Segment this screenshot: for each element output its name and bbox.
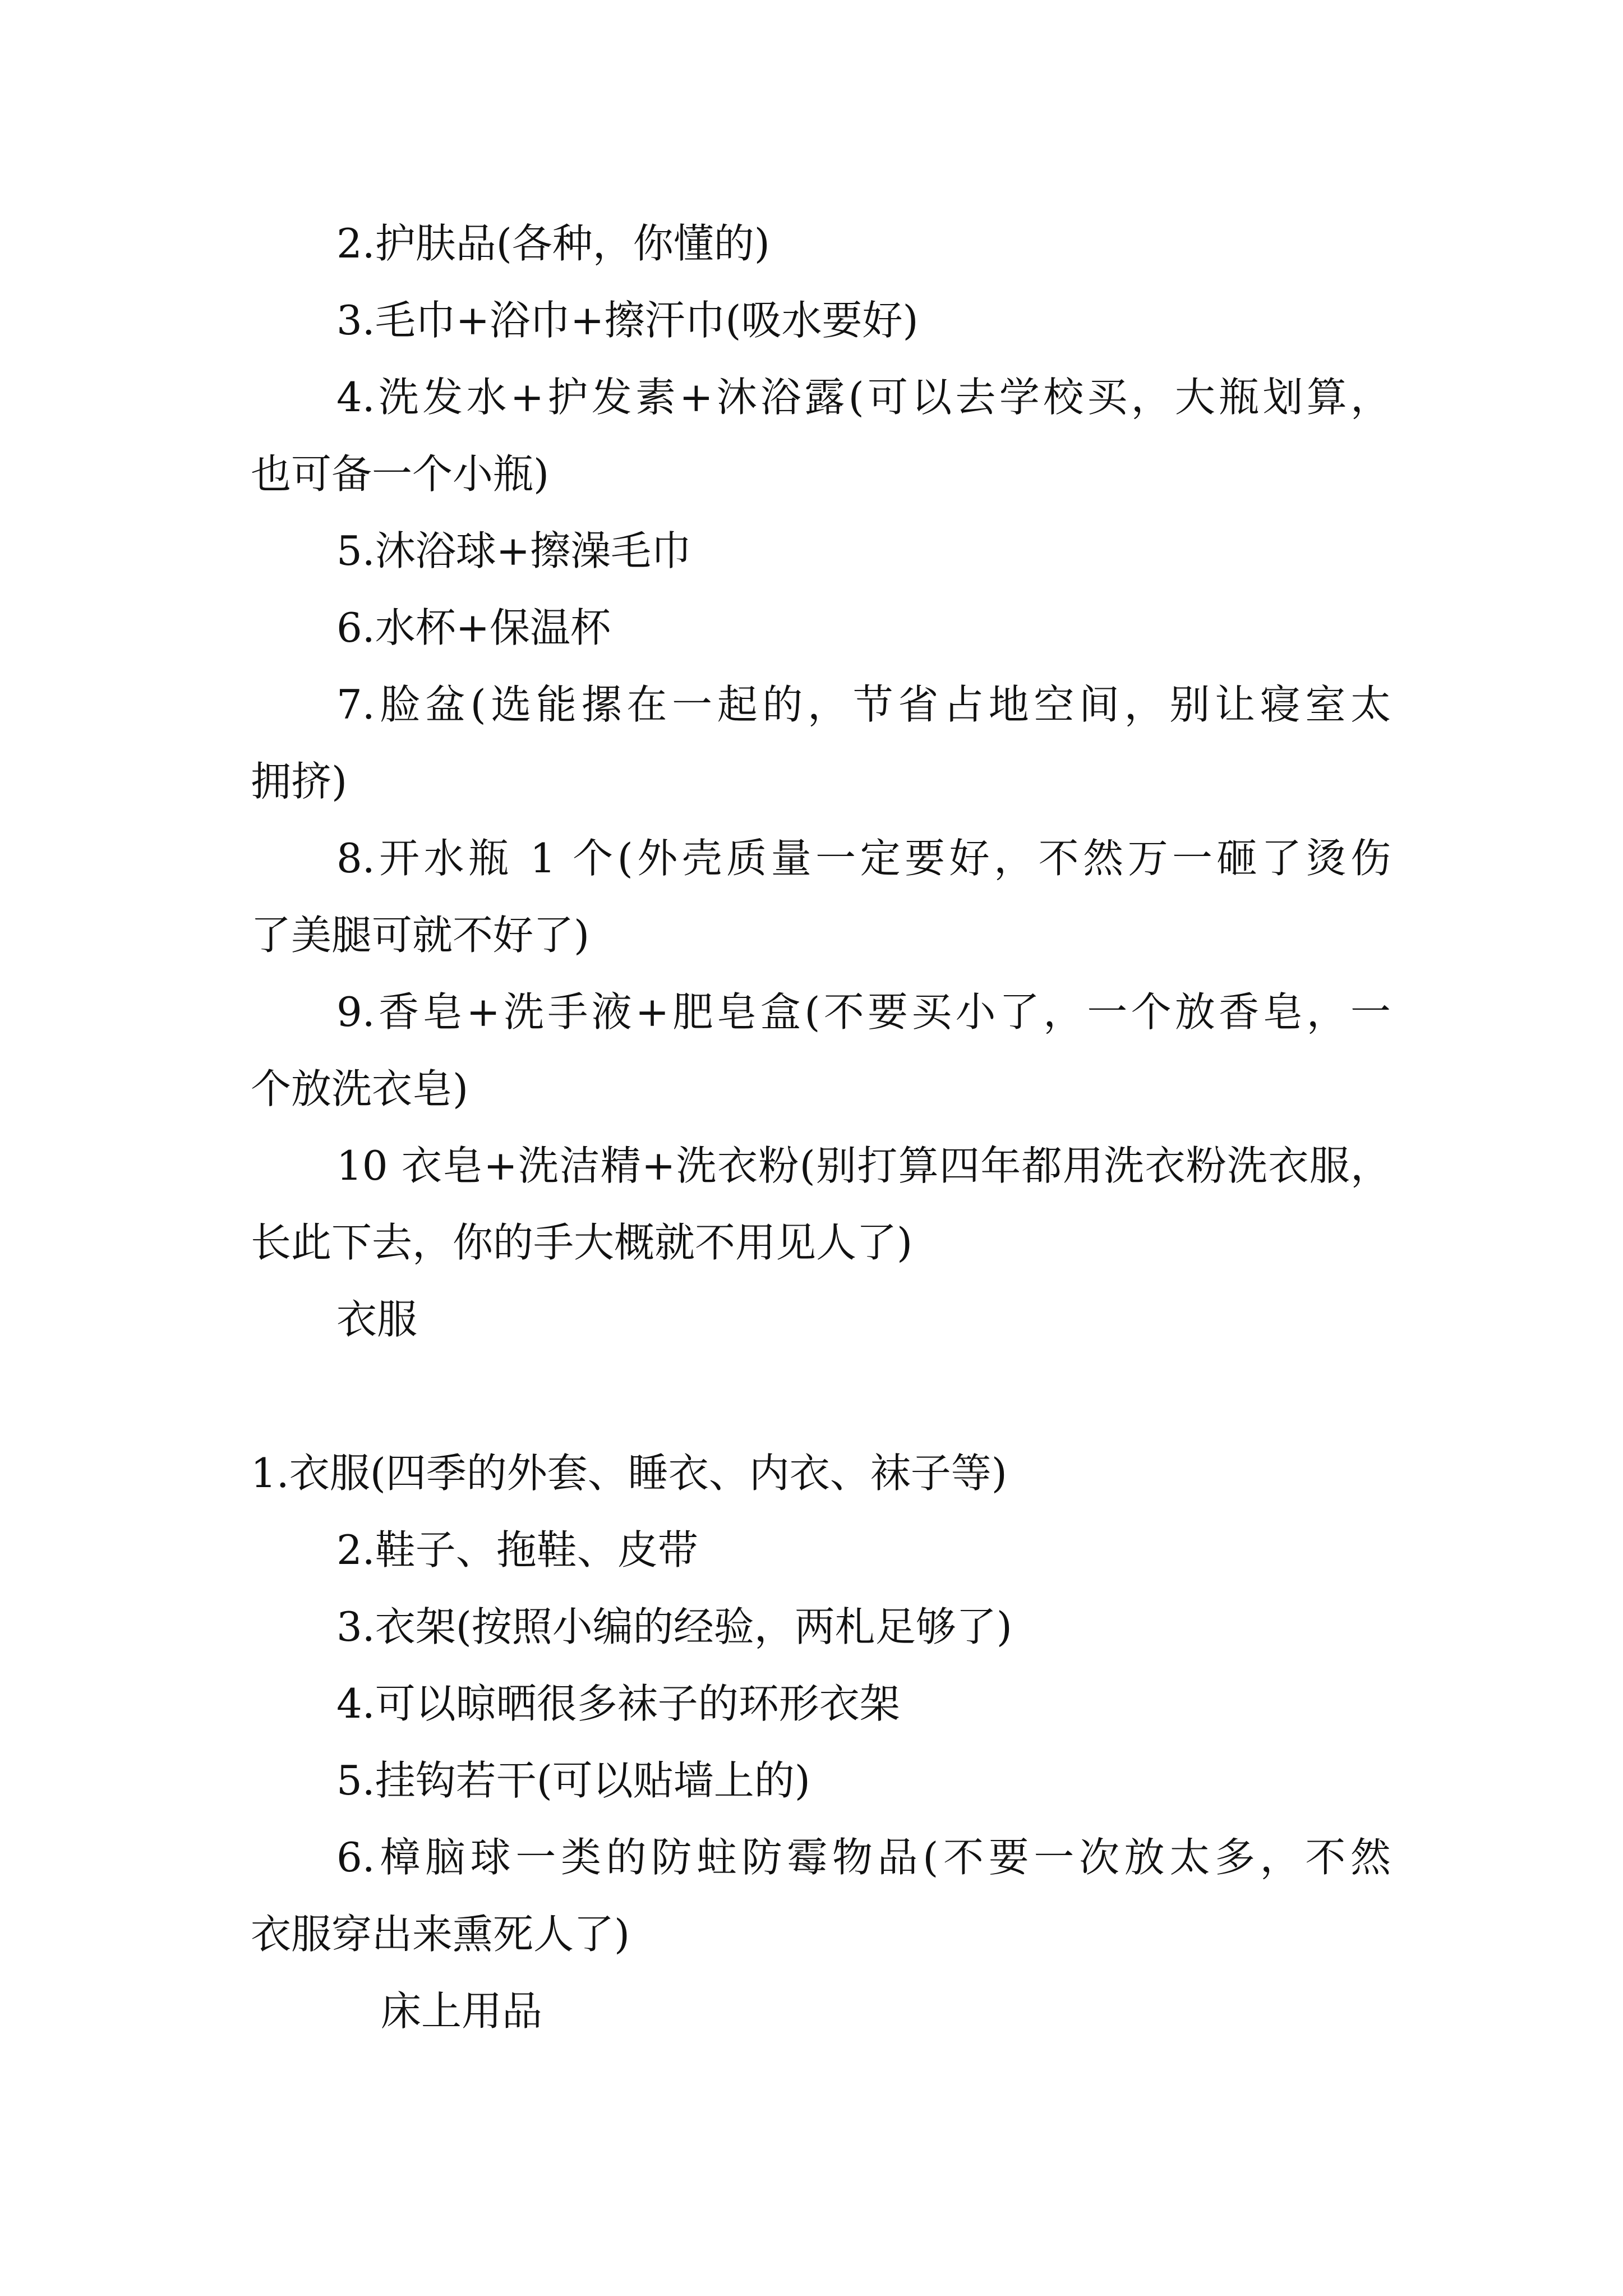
list-item: 5.挂钩若干(可以贴墙上的): [336, 1757, 810, 1804]
list-item-continuation: 也可备一个小瓶): [251, 450, 550, 498]
list-item: 6.樟脑球一类的防蛀防霉物品(不要一次放太多，不然: [336, 1834, 1391, 1881]
list-item: 4.洗发水+护发素+沐浴露(可以去学校买，大瓶划算，: [336, 374, 1391, 421]
list-item: 3.毛巾+浴巾+擦汗巾(吸水要好): [336, 297, 919, 344]
list-item: 1.衣服(四季的外套、睡衣、内衣、袜子等): [251, 1450, 1007, 1497]
list-item-continuation: 长此下去，你的手大概就不用见人了): [251, 1219, 913, 1266]
list-item: 2.鞋子、拖鞋、皮带: [336, 1526, 698, 1573]
list-item-continuation: 衣服穿出来熏死人了): [251, 1911, 630, 1958]
document-body: [0, 205, 1623, 2050]
toiletries-list: [0, 205, 1623, 1281]
list-item: 5.沐浴球+擦澡毛巾: [336, 527, 692, 574]
section-heading-clothing: 衣服: [336, 1296, 418, 1343]
list-item: 9.香皂+洗手液+肥皂盒(不要买小了，一个放香皂，一: [336, 988, 1391, 1036]
list-item: 3.衣架(按照小编的经验，两札足够了): [336, 1603, 1012, 1650]
blank-line: [0, 1358, 1623, 1435]
list-item: 6.水杯+保温杯: [336, 604, 611, 651]
list-item-continuation: 了美腿可就不好了): [251, 912, 590, 959]
list-item-continuation: 个放洗衣皂): [251, 1065, 469, 1112]
clothing-list: [0, 1435, 1623, 1973]
section-heading-bedding: 床上用品: [381, 1987, 543, 2035]
list-item: 4.可以晾晒很多袜子的环形衣架: [336, 1680, 900, 1727]
list-item: 8.开水瓶 1 个(外壳质量一定要好，不然万一砸了烫伤: [336, 835, 1391, 882]
list-item: 2.护肤品(各种，你懂的): [336, 220, 770, 267]
list-item: 7.脸盆(选能摞在一起的，节省占地空间，别让寝室太: [336, 681, 1391, 728]
list-item-continuation: 拥挤): [251, 758, 348, 805]
list-item: 10 衣皂+洗洁精+洗衣粉(别打算四年都用洗衣粉洗衣服，: [336, 1142, 1391, 1189]
